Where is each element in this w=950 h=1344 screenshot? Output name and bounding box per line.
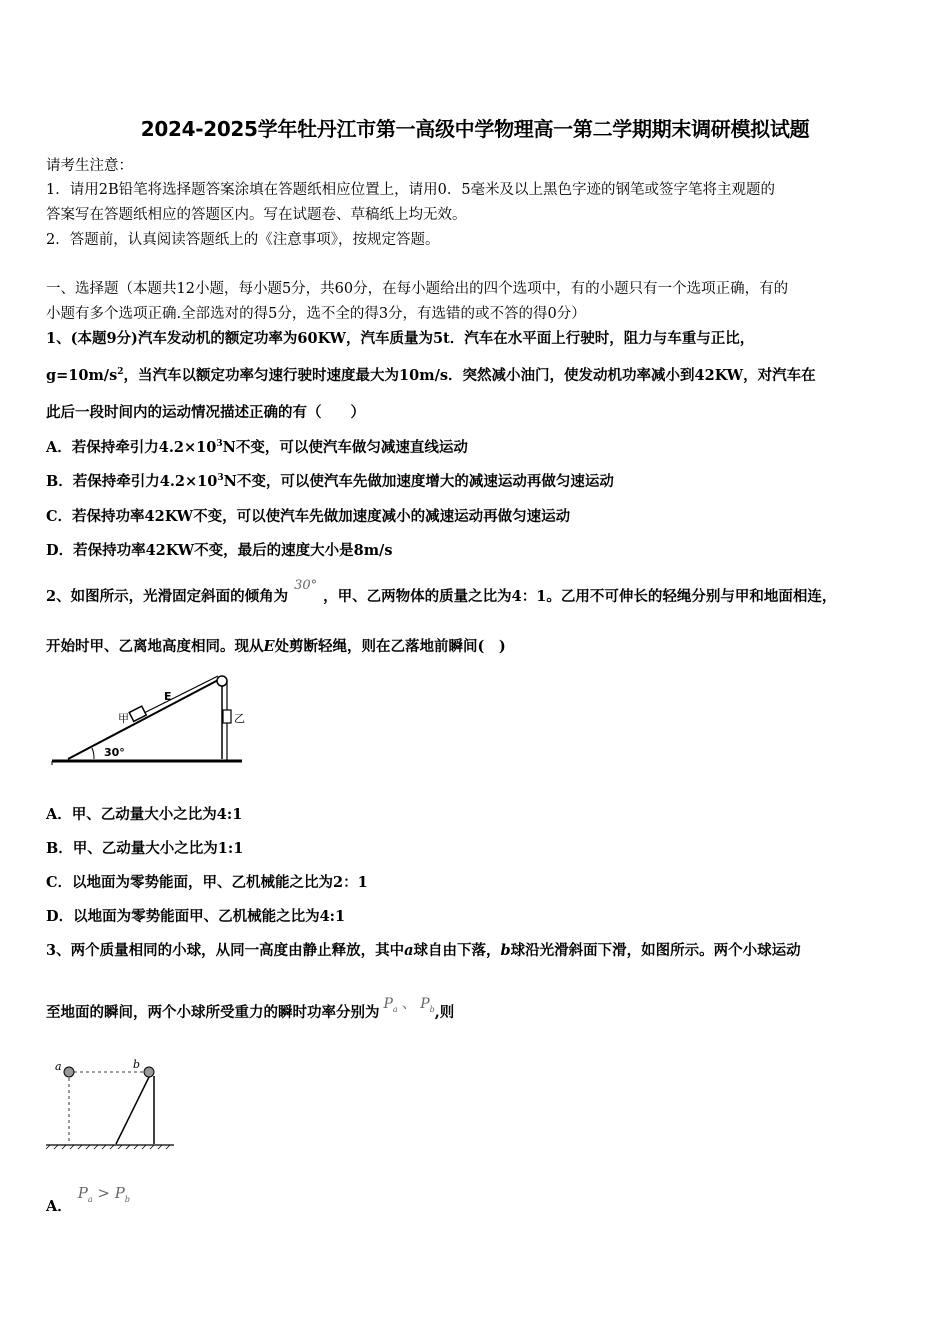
label-yi: 乙 xyxy=(234,712,245,725)
page-title: 2024-2025学年牡丹江市第一高级中学物理高一第二学期期末调研模拟试题 xyxy=(140,117,810,141)
incline-b xyxy=(116,1075,150,1144)
ball-a xyxy=(64,1067,74,1077)
q1-option-d[interactable]: D．若保持功率42KW不变，最后的速度大小是8m/s xyxy=(46,542,393,559)
q2-option-d[interactable]: D．以地面为零势能面甲、乙机械能之比为4:1 xyxy=(46,908,346,925)
q1-stem-1: 1、(本题9分)汽车发动机的额定功率为60KW，汽车质量为5t．汽车在水平面上行驶时，阻力与车重与正比， xyxy=(46,330,755,347)
balls-figure xyxy=(44,1054,176,1150)
incline-surface xyxy=(68,678,222,759)
q1-stem-2: $g=10m/s^2$，当汽车以额定功率匀速行驶时速度最大为10m/s．突然减小油门，使发动机功率减小到42KW，对汽车在 xyxy=(46,367,816,384)
q1-stem-3: 此后一段时间内的运动情况描述正确的有（ ） xyxy=(46,404,365,421)
notice-item-1a: 1．请用2B铅笔将选择题答案涂填在答题纸相应位置上，请用0．5毫米及以上黑色字迹的钢笔或签字笔将主观题的 xyxy=(46,182,776,198)
label-e: E xyxy=(164,690,172,703)
section-instructions-2: 小题有多个选项正确.全部选对的得5分，选不全的得3分，有选错的或不答的得0分） xyxy=(46,306,586,322)
q1-option-b[interactable]: B．若保持牵引力$4.2\times 10^3N$不变，可以使汽车先做加速度增大的减速运动再做匀速运动 xyxy=(46,473,614,490)
angle-arc xyxy=(92,748,94,759)
q2-stem-2: 开始时甲、乙离地高度相同。现从E处剪断轻绳，则在乙落地前瞬间( ) xyxy=(46,638,506,655)
notice-item-1b: 答案写在答题纸相应的答题区内。写在试题卷、草稿纸上均无效。 xyxy=(46,207,467,223)
q2-option-c[interactable]: C．以地面为零势能面，甲、乙机械能之比为2：1 xyxy=(46,874,368,891)
notice-heading: 请考生注意： xyxy=(46,158,133,174)
label-a: a xyxy=(55,1060,62,1073)
notice-item-2: 2．答题前，认真阅读答题纸上的《注意事项》，按规定答题。 xyxy=(46,232,440,248)
q3-stem-1: 3、两个质量相同的小球，从同一高度由静止释放，其中a球自由下落，b球沿光滑斜面下滑，如图所示。两个小球运动 xyxy=(46,942,801,959)
label-jia: 甲 xyxy=(118,712,129,725)
ball-b xyxy=(144,1067,154,1077)
q3-option-a[interactable]: A．$P_a > P_b$ xyxy=(46,1184,130,1215)
q2-option-a[interactable]: A．甲、乙动量大小之比为4:1 xyxy=(46,806,243,823)
pulley xyxy=(217,676,227,686)
q2-option-b[interactable]: B．甲、乙动量大小之比为1:1 xyxy=(46,840,244,857)
angle-inline: 30° xyxy=(294,578,318,593)
pa-symbol: $P_a$ xyxy=(383,996,398,1014)
label-angle: 30° xyxy=(104,746,125,759)
label-b: b xyxy=(133,1058,141,1071)
q1-option-a[interactable]: A．若保持牵引力$4.2\times 10^3N$不变，可以使汽车做匀减速直线运动 xyxy=(46,439,468,456)
q3-stem-2: 至地面的瞬间，两个小球所受重力的瞬时功率分别为 $P_a$ 、 $P_b$,则 xyxy=(46,996,455,1021)
q1-option-c[interactable]: C．若保持功率42KW不变，可以使汽车先做加速度减小的减速运动再做匀速运动 xyxy=(46,508,571,525)
incline-figure xyxy=(46,668,246,768)
rope-jia xyxy=(144,676,218,713)
section-instructions-1: 一、选择题（本题共12小题，每小题5分，共60分，在每小题给出的四个选项中，有的小题只有一个选项正确，有的 xyxy=(46,281,789,297)
q2-stem-1: 2、如图所示，光滑固定斜面的倾角为30°，甲、乙两物体的质量之比为4：1。乙用不可伸长的轻绳分别与甲和地面相连， xyxy=(46,578,837,605)
pb-symbol: $P_b$ xyxy=(420,996,435,1014)
block-yi xyxy=(223,710,231,723)
